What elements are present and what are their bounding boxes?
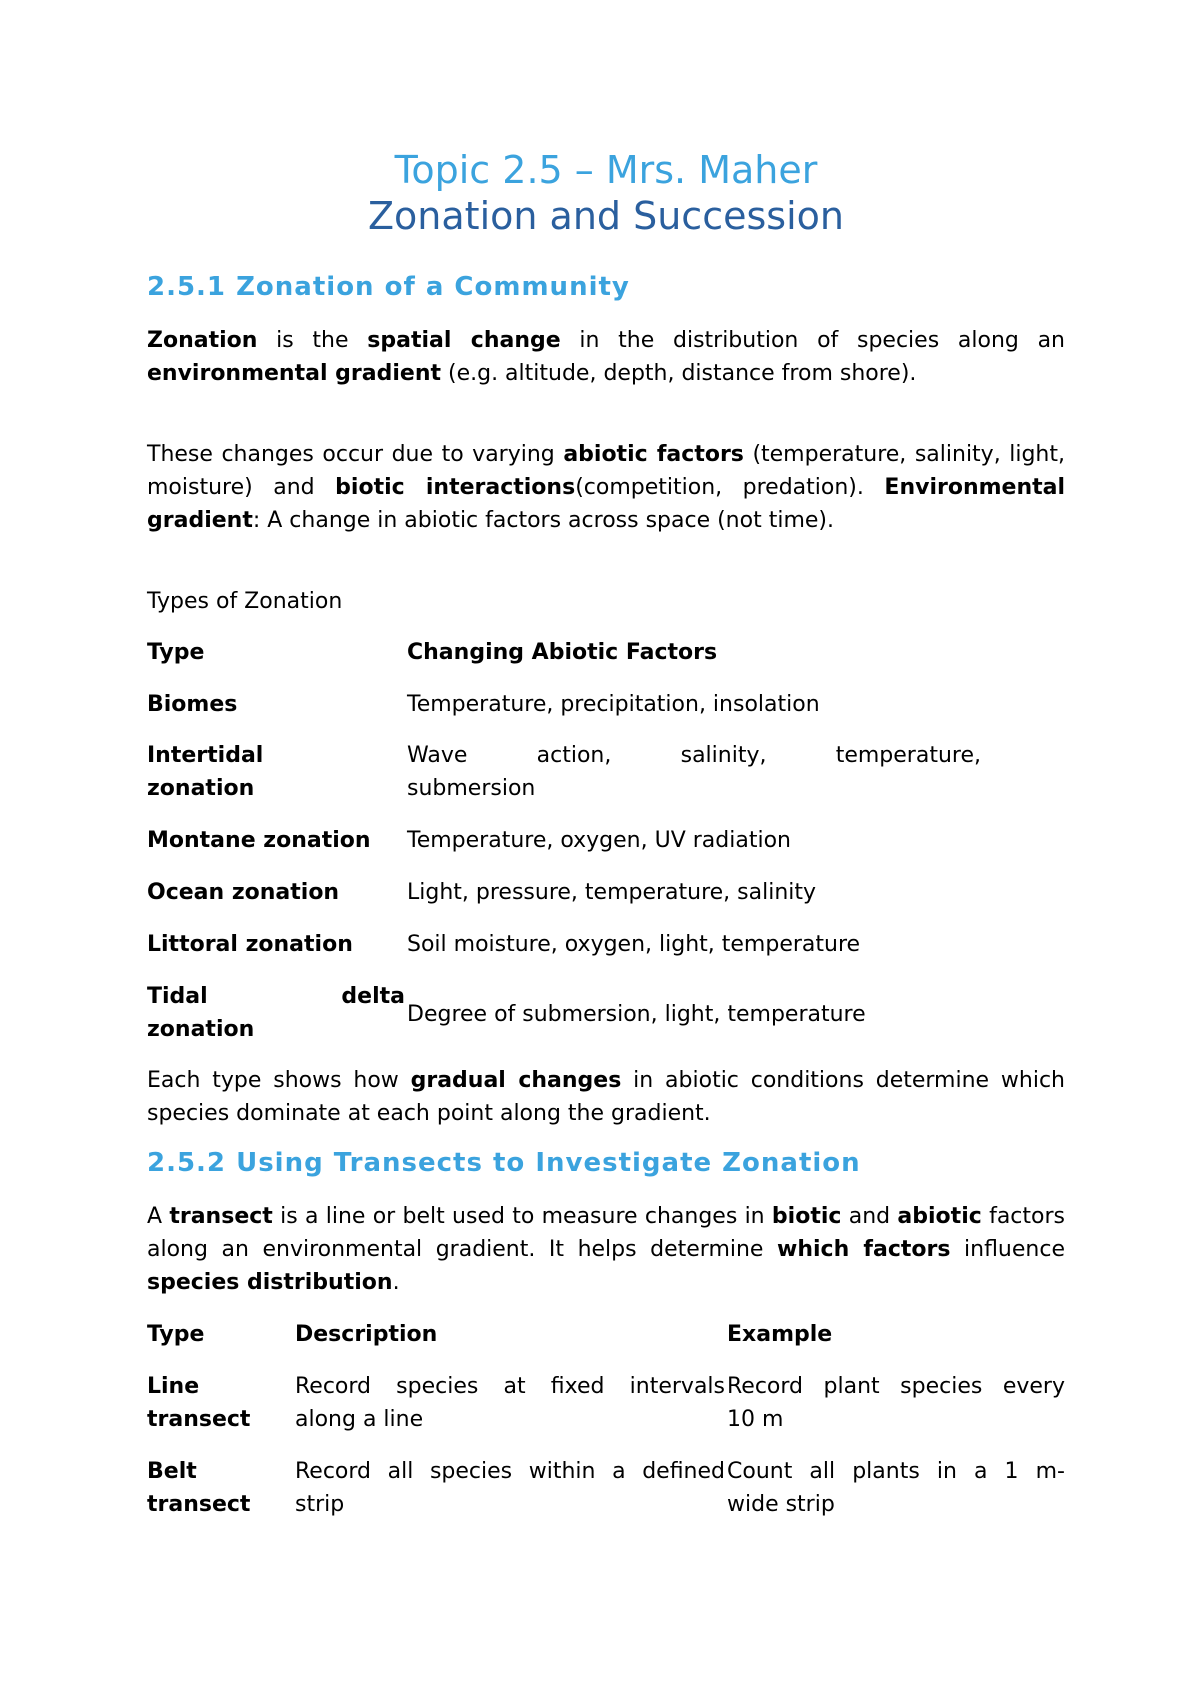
table-cell-factors: Soil moisture, oxygen, light, temperature [407,932,861,957]
text-run: A [147,1204,170,1229]
section-heading-transects: 2.5.2 Using Transects to Investigate Zonation [147,1148,861,1178]
page-subtitle: Zonation and Succession [368,194,844,238]
term-species-distribution: species distribution [147,1270,393,1295]
table-cell-type: Montane zonation [147,828,371,853]
types-of-zonation-label: Types of Zonation [147,589,343,614]
term-gradual-changes: gradual changes [410,1068,622,1093]
table-cell-type: zonation [147,1017,255,1042]
table-cell-type: Littoral zonation [147,932,353,957]
table-cell-type: zonation [147,776,255,801]
text-run: factors along an environmental gradient. It helps determine [147,1204,1065,1262]
transect-cell-type: transect [147,1492,251,1517]
transect-cell-example: wide strip [727,1492,835,1517]
term-zonation: Zonation [147,328,258,353]
table-cell-factors: Temperature, precipitation, insolation [407,692,820,717]
term-environmental-gradient: environmental gradient [147,361,441,386]
transect-cell-type: Line [147,1374,200,1399]
text-run: in abiotic conditions determine which species dominate at each point along the gradient. [147,1068,1065,1126]
transect-cell-type: transect [147,1407,251,1432]
paragraph-zonation-definition [147,324,1065,390]
transect-header-description: Description [295,1322,438,1347]
paragraph-transect-definition [147,1200,1065,1299]
table-header-type: Type [147,640,205,665]
text-run: Each type shows how [147,1068,411,1093]
transect-header-type: Type [147,1322,205,1347]
term-environmental-gradient-def: Environmental gradient [147,475,1066,533]
term-transect: transect [169,1204,273,1229]
table-cell-factors: Degree of submersion, light, temperature [407,1002,866,1027]
transect-cell-example: Record plant species every [727,1374,1065,1399]
transect-header-example: Example [727,1322,833,1347]
term-abiotic: abiotic [897,1204,982,1229]
text-run: (competition, predation). [575,475,885,500]
text-run: influence [950,1237,1065,1262]
text-run: (e.g. altitude, depth, distance from shore). [441,361,917,386]
transect-cell-description: strip [295,1492,345,1517]
table-header-factors: Changing Abiotic Factors [407,640,718,665]
text-run: : A change in abiotic factors across space (not time). [252,508,834,533]
text-run: These changes occur due to varying [147,442,564,467]
text-run: in the distribution of species along an [560,328,1065,353]
term-which-factors: which factors [777,1237,951,1262]
table-cell-factors: submersion [407,776,536,801]
term-abiotic-factors: abiotic factors [563,442,744,467]
term-spatial-change: spatial change [367,328,561,353]
text-run: . [392,1270,400,1295]
text-run: (temperature, salinity, light, moisture) and [147,442,1065,500]
document-page [147,0,1065,1696]
term-biotic-interactions: biotic interactions [335,475,576,500]
transect-cell-type: Belt [147,1459,197,1484]
table-cell-type: Ocean zonation [147,880,340,905]
term-biotic: biotic [771,1204,842,1229]
paragraph-gradual-changes [147,1064,1065,1130]
transect-cell-example: 10 m [727,1407,784,1432]
table-cell-type: Tidal delta [147,984,405,1009]
section-heading-zonation: 2.5.1 Zonation of a Community [147,272,630,302]
text-run: and [841,1204,898,1229]
table-cell-type: Intertidal [147,743,264,768]
text-run: is a line or belt used to measure changes in [272,1204,772,1229]
text-run: is the [257,328,368,353]
transect-cell-description: along a line [295,1407,424,1432]
transect-cell-example: Count all plants in a 1 m- [727,1459,1065,1484]
paragraph-abiotic-factors [147,438,1065,537]
title-block [147,147,1065,239]
transect-cell-description: Record species at fixed intervals [295,1374,725,1399]
page-title: Topic 2.5 – Mrs. Maher [394,148,818,192]
table-cell-type: Biomes [147,692,238,717]
table-cell-factors: Temperature, oxygen, UV radiation [407,828,791,853]
transect-cell-description: Record all species within a defined [295,1459,725,1484]
table-cell-factors: Light, pressure, temperature, salinity [407,880,817,905]
table-cell-factors: Wave action, salinity, temperature, [407,743,981,768]
